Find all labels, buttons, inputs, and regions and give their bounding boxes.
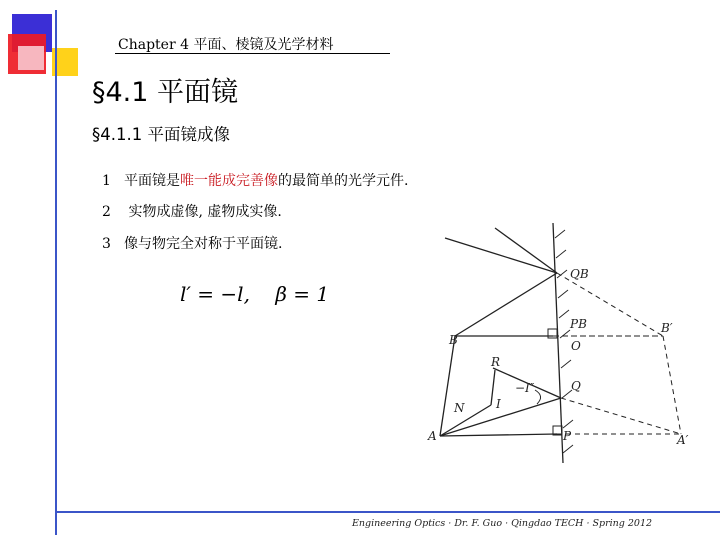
label-p: P: [563, 429, 572, 443]
item-highlight: 唯一能成完善像: [180, 173, 278, 189]
item-text-end: 的最简单的光学元件.: [278, 173, 409, 189]
footer-text: Engineering Optics · Dr. F. Guo · Qingdao TECH · Spring 2012: [352, 518, 653, 529]
label-a-prime: A′: [677, 433, 689, 447]
footer-line: [55, 511, 720, 513]
item-text: 像与物完全对称于平面镜.: [124, 236, 283, 252]
item-number: 1: [102, 173, 111, 189]
formula-rhs: β = 1: [275, 282, 330, 306]
label-i: I: [496, 397, 501, 411]
object-bottom-edge: [440, 434, 557, 436]
decor-pink-square: [18, 46, 44, 70]
label-r: R: [491, 355, 501, 369]
list-item: [102, 233, 282, 253]
slide-subtitle: §4.1.1 平面镜成像: [92, 125, 230, 144]
formula-lhs: l′ = −l,: [180, 282, 250, 306]
chapter-header: Chapter 4 平面、棱镜及光学材料: [118, 37, 334, 53]
label-angle: −I″: [515, 381, 535, 395]
item-number: 3: [102, 236, 111, 252]
list-item: [102, 201, 282, 221]
label-a: A: [428, 429, 437, 443]
label-pb: PB: [570, 317, 587, 331]
formula: [180, 282, 329, 306]
slide-title: §4.1 平面镜: [92, 77, 239, 108]
label-q: Q: [571, 379, 581, 393]
item-number: 2: [102, 204, 111, 220]
label-b: B: [449, 333, 458, 347]
list-item: [102, 170, 408, 190]
object-left-edge: [440, 336, 455, 436]
item-text: 平面镜是: [124, 173, 180, 189]
label-o: O: [571, 339, 581, 353]
label-n: N: [454, 401, 465, 415]
label-qb: QB: [570, 267, 589, 281]
plane-mirror-diagram: [385, 218, 720, 468]
item-text: 实物成虚像, 虚物成实像.: [124, 204, 282, 220]
decor-vertical-line: [55, 10, 57, 535]
label-b-prime: B′: [661, 321, 673, 335]
